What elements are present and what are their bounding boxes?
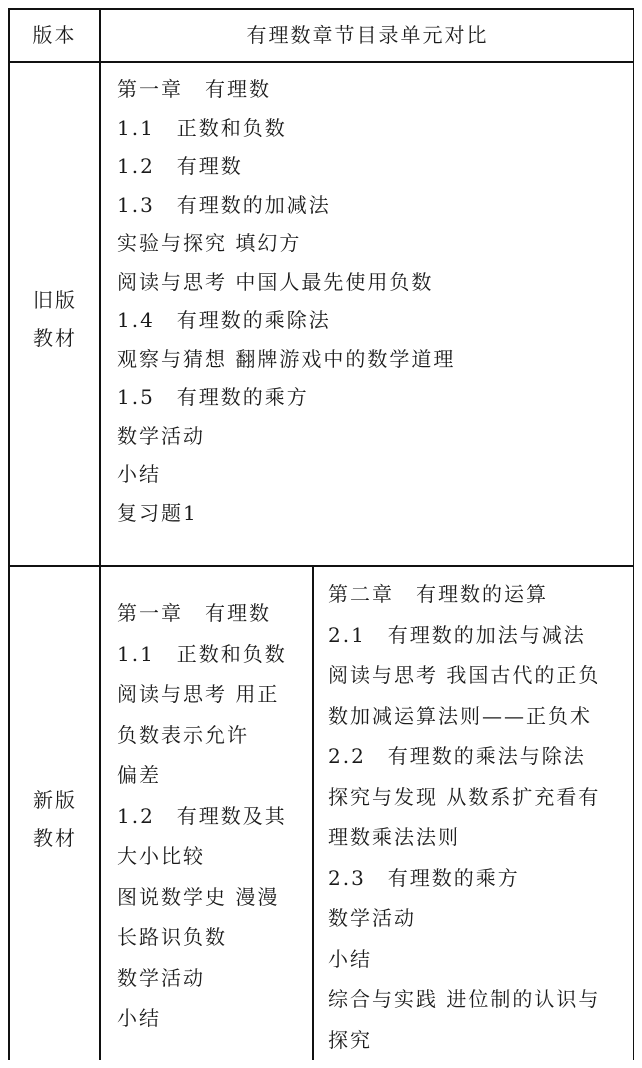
list-item: 阅读与思考 中国人最先使用负数 (117, 269, 434, 294)
list-item: 2.3 有理数的乘方 (328, 865, 520, 890)
list-item: 数学活动 (328, 906, 416, 930)
list-item: 负数表示允许 (117, 722, 249, 747)
list-item: 第一章 有理数 (117, 601, 271, 625)
new-column-divider (312, 567, 314, 1060)
list-item: 数学活动 (117, 423, 205, 448)
list-item: 1.2 有理数 (117, 154, 243, 178)
row-divider (8, 565, 634, 567)
list-item: 偏差 (117, 763, 161, 787)
header-table-title: 有理数章节目录单元对比 (246, 23, 489, 47)
list-item: 第一章 有理数 (117, 77, 271, 101)
list-item: 大小比较 (117, 844, 205, 868)
new-contents-right-list (328, 574, 628, 1060)
list-item: 2.2 有理数的乘法与除法 (328, 744, 586, 768)
list-item: 小结 (117, 462, 161, 486)
old-contents-list (117, 70, 627, 532)
list-item: 长路识负数 (117, 925, 227, 949)
list-item: 数学活动 (117, 965, 205, 990)
list-item: 实验与探究 填幻方 (117, 231, 302, 255)
list-item: 1.3 有理数的加减法 (117, 192, 331, 217)
new-textbook-label (10, 781, 100, 857)
list-item: 数加减运算法则——正负术 (328, 703, 592, 728)
list-item: 1.4 有理数的乘除法 (117, 308, 331, 332)
list-item: 1.2 有理数及其 (117, 803, 287, 828)
list-item: 理数乘法法则 (328, 825, 460, 849)
list-item: 阅读与思考 用正 (117, 682, 280, 706)
list-item: 观察与猜想 翻牌游戏中的数学道理 (117, 346, 456, 371)
old-textbook-label (10, 281, 100, 357)
list-item: 第二章 有理数的运算 (328, 582, 548, 606)
list-item: 1.1 正数和负数 (117, 115, 287, 140)
list-item: 阅读与思考 我国古代的正负 (328, 663, 601, 687)
header-version-label: 版本 (32, 23, 77, 47)
list-item: 探究 (328, 1027, 372, 1052)
column-divider (99, 8, 101, 1060)
list-item: 小结 (117, 1006, 161, 1030)
list-item: 综合与实践 进位制的认识与 (328, 987, 601, 1011)
list-item: 图说数学史 漫漫 (117, 884, 280, 909)
new-contents-left-list (117, 593, 307, 1039)
list-item: 复习题1 (117, 500, 198, 525)
new-label-line1: 新版 (33, 788, 77, 812)
list-item: 1.5 有理数的乘方 (117, 385, 309, 409)
list-item: 小结 (328, 946, 372, 971)
list-item: 探究与发现 从数系扩充看有 (328, 784, 601, 809)
list-item: 2.1 有理数的加法与减法 (328, 622, 586, 647)
old-label-line2: 教材 (33, 326, 77, 350)
old-label-line1: 旧版 (33, 288, 77, 312)
list-item: 1.1 正数和负数 (117, 641, 287, 666)
new-label-line2: 教材 (33, 826, 77, 850)
header-bottom-rule (8, 61, 634, 63)
